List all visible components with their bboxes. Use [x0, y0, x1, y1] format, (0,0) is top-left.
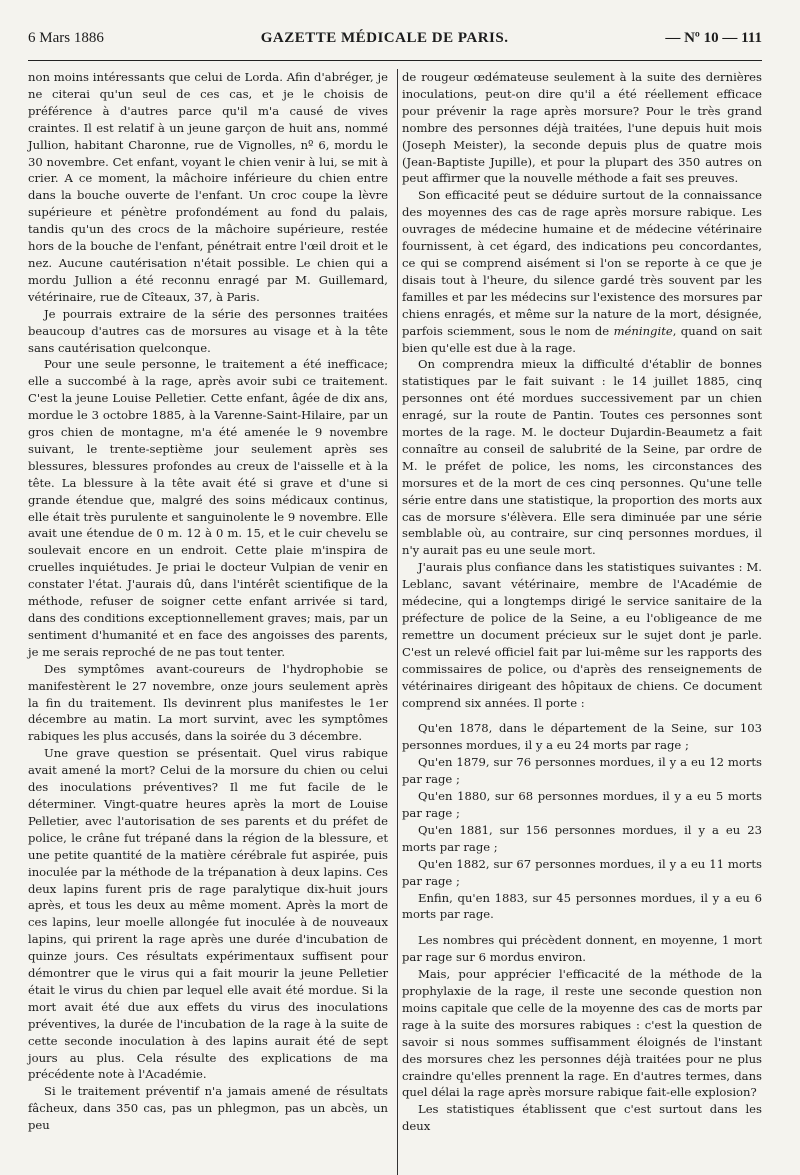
stat-line: Qu'en 1882, sur 67 personnes mordues, il y a eu 11 morts par rage ;	[402, 856, 762, 888]
paragraph: Des symptômes avant-coureurs de l'hydrophobie se manifestèrent le 27 novembre, onze jours seulement après la fin du traitement. Ils devinrent plus manifestes le 1er décembre au matin. La mort survint, avec les symptômes rabiques les plus accusés, dans la soirée du 3 décembre.	[28, 661, 388, 744]
paragraph: J'aurais plus confiance dans les statistiques suivantes : M. Leblanc, savant vétérinaire, membre de l'Académie de médecine, qui a longtemps dirigé le service sanitaire de la préfecture de police de la Seine, a eu l'obligeance de me remettre un document précieux sur le sujet dont je parle. C'est un relevé officiel fait par lui-même sur les rapports des commissaires de police, ou d'après des renseignements de vétérinaires dirigeant des hôpitaux de chiens. Ce document comprend six années. Il porte :	[402, 560, 762, 710]
paragraph: non moins intéressants que celui de Lorda. Afin d'abréger, je ne citerai qu'un seul de ces cas, et je le choisis de préférence à d'autres parce qu'il m'a causé de vives craintes. Il est relatif à un jeune garçon de huit ans, nommé Jullion, habitant Charonne, rue de Vignolles, nº 6, mordu le 30 novembre. Cet enfant, voyant le chien venir à lui, se mit à crier. A ce moment, la mâchoire inférieure du chien entre dans la bouche ouverte de l'enfant. Un croc coupe la lèvre supérieure et pénètre profondément au fond du palais, tandis qu'un des crocs de la mâchoire supérieure, restée hors de la bouche de l'enfant, pénétrait entre l'œil droit et le nez. Aucune cautérisation n'était possible. Le chien qui a mordu Jullion a été reconnu enragé par M. Guillemard, vétérinaire, rue de Cîteaux, 37, à Paris.	[28, 70, 388, 304]
header-rule	[28, 60, 762, 61]
stat-line: Qu'en 1880, sur 68 personnes mordues, il y a eu 5 morts par rage ;	[402, 789, 762, 820]
journal-title: GAZETTE MÉDICALE DE PARIS.	[260, 30, 509, 46]
issue-number: — Nº 10 — 111	[665, 30, 762, 46]
paragraph: Une grave question se présentait. Quel virus rabique avait amené la mort? Celui de la morsure du chien ou celui des inoculations préventives? Il me fut facile de le déterminer. Vingt-quatre heures après la mort de Louise Pelletier, avec l'autorisation de ses parents et du préfet de police, le crâne fut trépané dans la région de la blessure, et une petite quantité de la matière cérébrale fut aspirée, puis inoculée par la méthode de la trépanation à deux lapins. Ces deux lapins furent pris de rage paralytique dix-huit jours après, et tous les deux au même moment. Après la mort de ces lapins, leur moelle allongée fut inoculée à de nouveaux lapins, qui prirent la rage après une durée d'incubation de quinze jours. Ces résultats expérimentaux suffisent pour démontrer que le virus qui a fait mourir la jeune Pelletier était le virus du chien par lequel elle avait été mordue. Si la mort avait été due aux effets du virus des inoculations préventives, la durée de l'incubation de la rage à la suite de cette seconde inoculation à des lapins aurait été de sept jours au plus. Cela résulte des explications de ma précédente note à l'Académie.	[28, 746, 388, 1082]
column-divider	[397, 69, 398, 1175]
emphasized-word: méningite	[613, 323, 673, 338]
stat-line: Enfin, qu'en 1883, sur 45 personnes mordues, il y a eu 6 morts par rage.	[402, 890, 762, 922]
paragraph: Mais, pour apprécier l'efficacité de la méthode de la prophylaxie de la rage, il reste une seconde question non moins capitale que celle de la moyenne des cas de morts par rage à la suite des morsures rabiques : c'est la question de savoir si nous sommes suffisamment éloignés de l'instant des morsures chez les personnes déjà traitées pour ne plus craindre qu'elles prennent la rage. En d'autres termes, dans quel délai la rage après morsure rabique fait-elle explosion?	[402, 967, 762, 1100]
paragraph: Les nombres qui précèdent donnent, en moyenne, 1 mort par rage sur 6 mordus environ.	[402, 933, 762, 965]
paragraph: Pour une seule personne, le traitement a été inefficace; elle a succombé à la rage, après avoir subi ce traitement. C'est la jeune Louise Pelletier. Cette enfant, âgée de dix ans, mordue le 3 octobre 1885, à la Varenne-Saint-Hilaire, par un gros chien de montagne, m'a été amenée le 9 novembre suivant, le trente-septième jour seulement après ses blessures, blessures profondes au creux de l'aisselle et à la tête. La blessure à la tête avait été si grave et d'une si grande étendue que, malgré des soins médicaux continus, elle était très purulente et sanguinolente le 9 novembre. Elle avait une étendue de 0 m. 12 à 0 m. 15, et le cuir chevelu se soulevait encore en un endroit. Cette plaie m'inspira de cruelles inquiétudes. Je priai le docteur Vulpian de venir en constater l'état. J'aurais dû, dans l'intérêt scientifique de la méthode, refuser de soigner cette enfant arrivée si tard, dans des conditions exceptionnellement graves; mais, par un sentiment d'humanité et en face des angoisses des parents, je me serais reproché de ne pas tout tenter.	[28, 357, 388, 659]
paragraph-text: , quand on sait bien qu'elle est due à la rage.	[402, 323, 762, 355]
paragraph: Si le traitement préventif n'a jamais amené de résultats fâcheux, dans 350 cas, pas un phlegmon, pas un abcès, un peu	[28, 1084, 388, 1133]
text-columns	[28, 69, 762, 1135]
left-column	[28, 69, 388, 1135]
paragraph: On comprendra mieux la difficulté d'établir de bonnes statistiques par le fait suivant : le 14 juillet 1885, cinq personnes ont été mordues successivement par un chien enragé, sur la route de Pantin. Toutes ces personnes sont mortes de la rage. M. le docteur Dujardin-Beaumetz a fait connaître au conseil de salubrité de la Seine, par ordre de M. le préfet de police, les noms, les circonstances des morsures et de la mort de ces cinq personnes. Qu'une telle série entre dans une statistique, la proportion des morts aux cas de morsure s'élèvera. Elle sera diminuée par une série semblable où, au contraire, sur cinq personnes mordues, il n'y aurait pas eu une seule mort.	[402, 357, 762, 558]
paragraph: Je pourrais extraire de la série des personnes traitées beaucoup d'autres cas de morsures au visage et à la tête sans cautérisation quelconque.	[28, 306, 388, 355]
paragraph	[402, 187, 762, 356]
stat-line: Qu'en 1881, sur 156 personnes mordues, il y a eu 23 morts par rage ;	[402, 822, 762, 854]
right-column	[402, 69, 762, 1135]
stat-line: Qu'en 1878, dans le département de la Seine, sur 103 personnes mordues, il y a eu 24 morts par rage ;	[402, 721, 762, 753]
stat-line: Qu'en 1879, sur 76 personnes mordues, il y a eu 12 morts par rage ;	[402, 755, 762, 787]
paragraph: Les statistiques établissent que c'est surtout dans les deux	[402, 1102, 762, 1134]
issue-date: 6 Mars 1886	[28, 30, 104, 46]
paragraph-text: Son efficacité peut se déduire surtout de la connaissance des moyennes des cas de rage après morsure rabique. Les ouvrages de médecine humaine et de médecine vétérinaire fournissent, à cet égard, des indications peu concordantes, ce qui se comprend aisément si l'on se reporte à ce que je disais tout à l'heure, du silence gardé très souvent par les familles et par les médecins sur l'existence des morsures par chiens enragés, et même sur la nature de la mort, désignée, parfois sciemment, sous le nom de	[402, 188, 762, 338]
paragraph: de rougeur œdémateuse seulement à la suite des dernières inoculations, peut-on dire qu'il a été réellement efficace pour prévenir la rage après morsure? Pour le très grand nombre des personnes déjà traitées, l'une depuis huit mois (Joseph Meister), la seconde depuis plus de quatre mois (Jean-Baptiste Jupille), et pour la plupart des 350 autres on peut affirmer que la nouvelle méthode a fait ses preuves.	[402, 70, 762, 186]
page-header	[28, 30, 762, 54]
